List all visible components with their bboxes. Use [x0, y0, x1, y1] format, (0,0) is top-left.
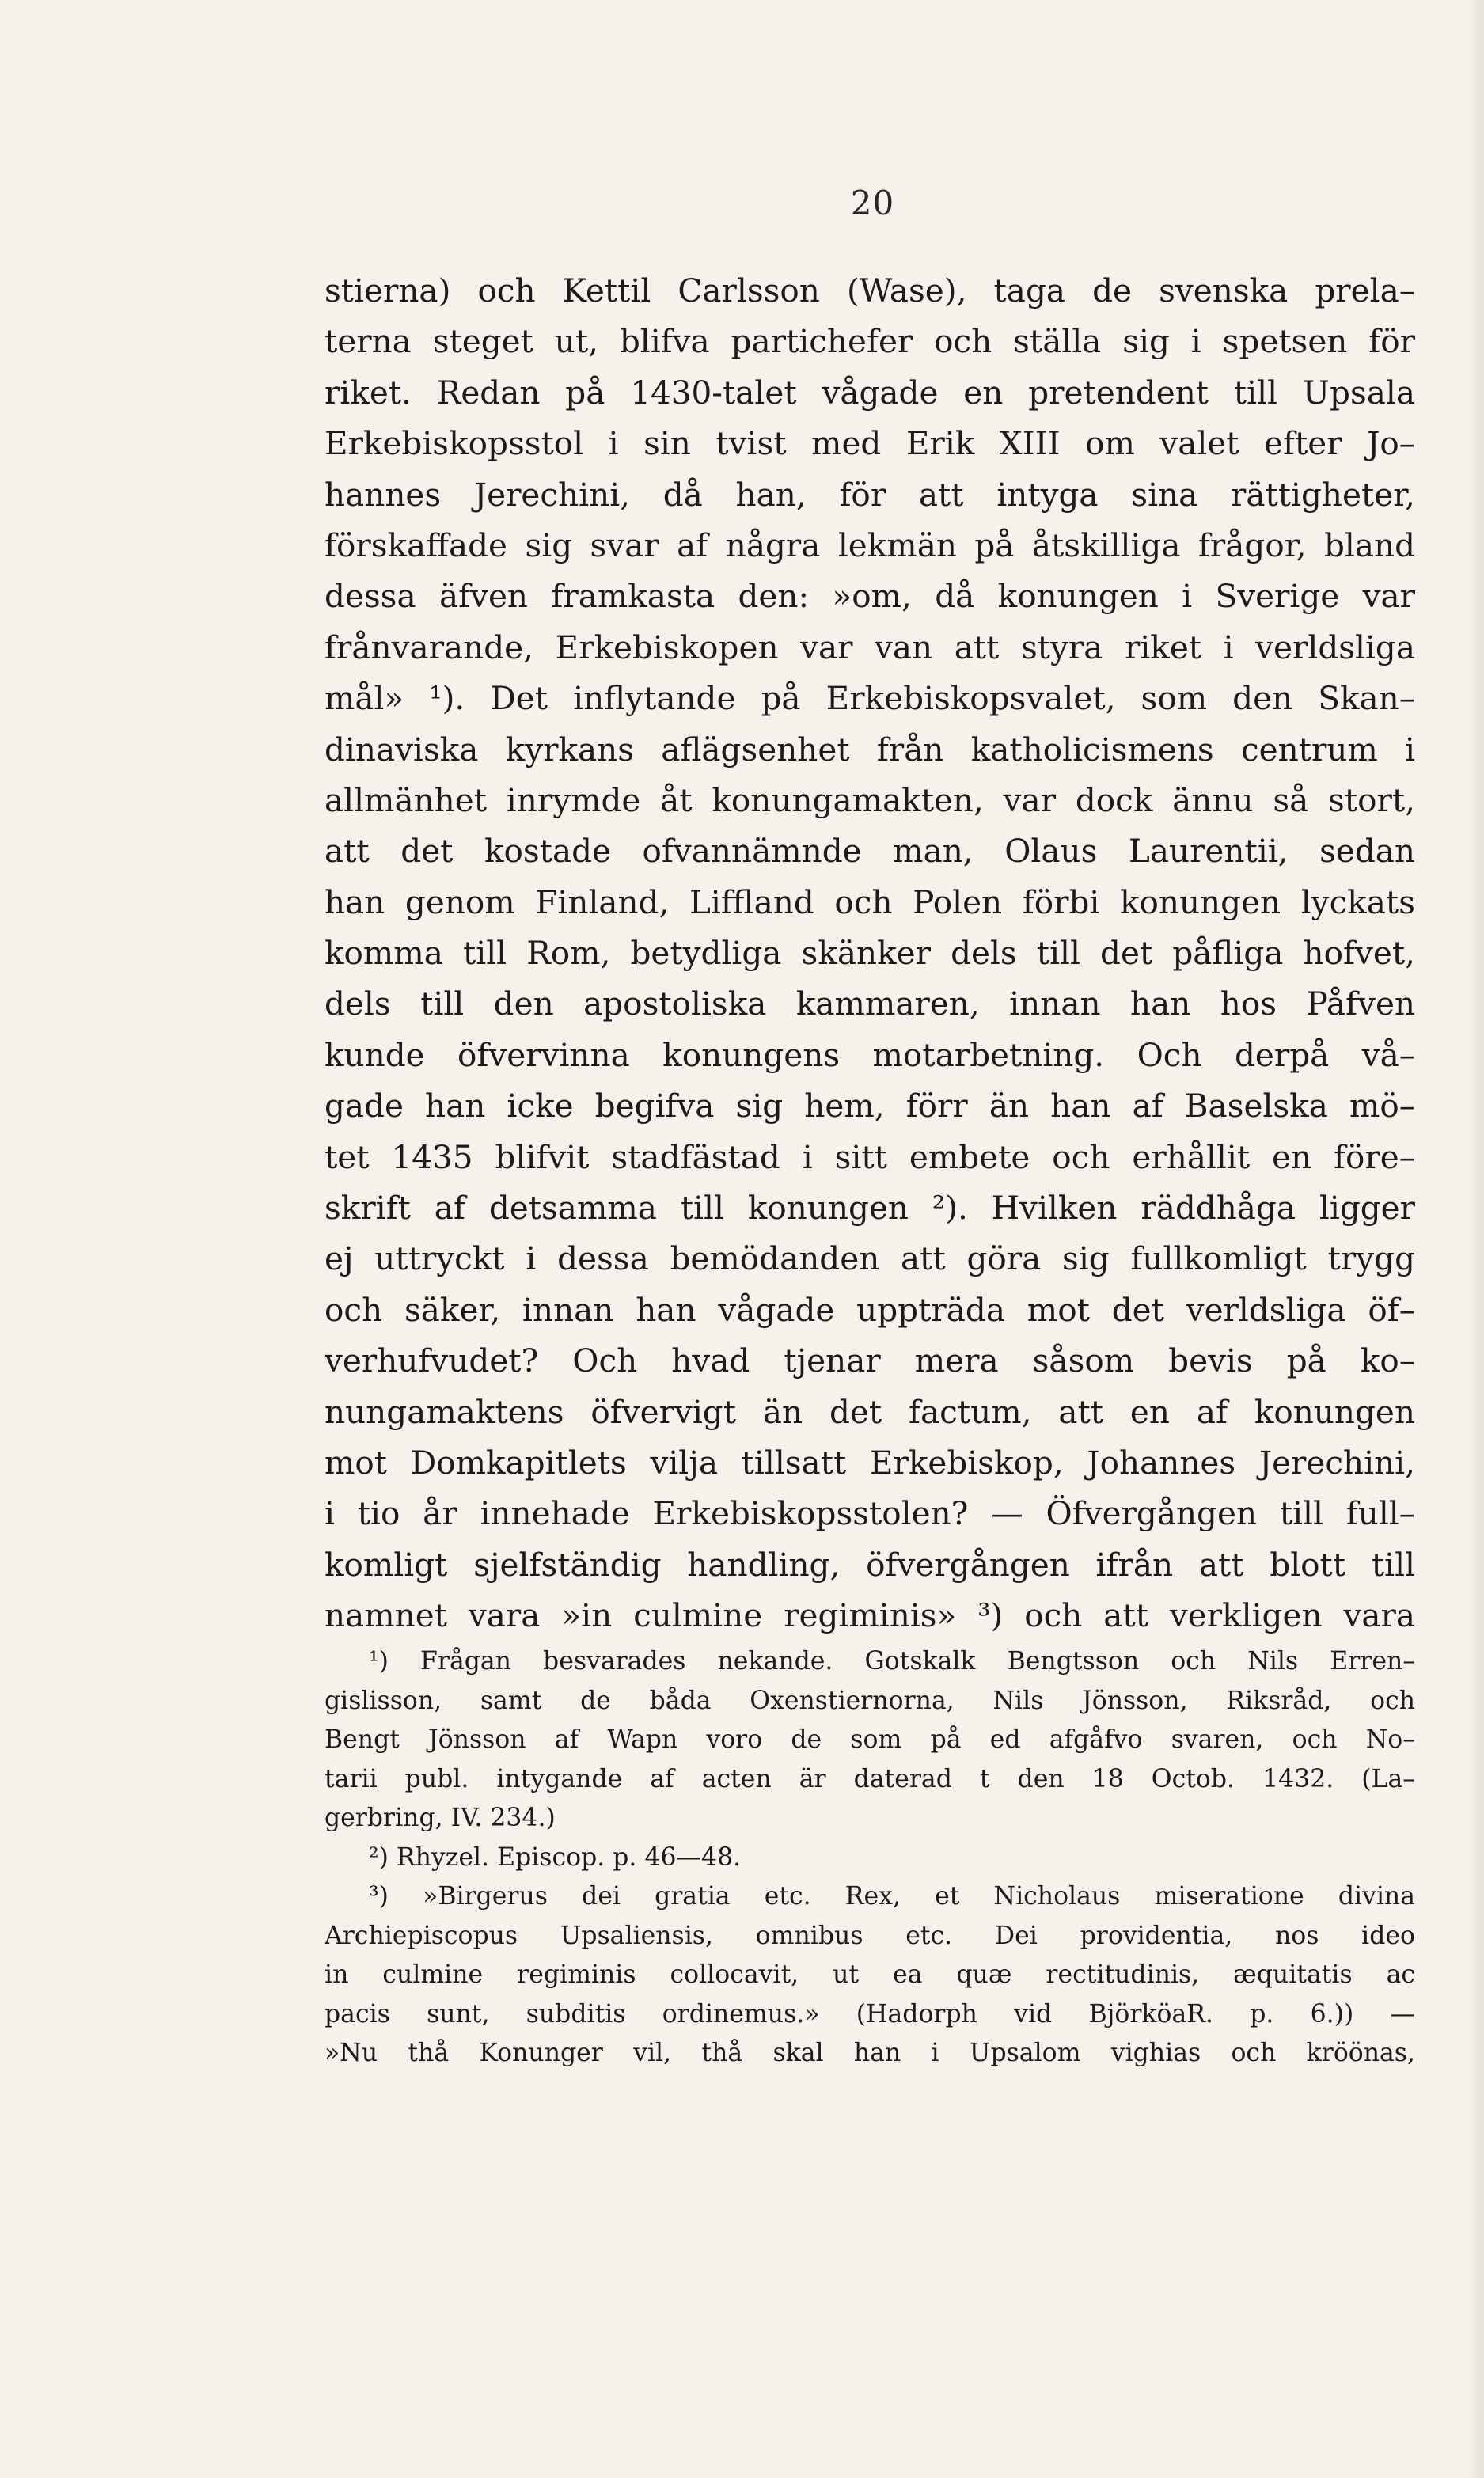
footnote-line: ¹) Frågan besvarades nekande. Gotskalk Bengtsson och Nils Erren–	[369, 1647, 1415, 1675]
footnote-line: Bengt Jönsson af Wapn voro de som på ed afgåfvo svaren, och No–	[325, 1725, 1415, 1754]
body-line: frånvarande, Erkebiskopen var van att styra riket i verldsliga	[325, 628, 1415, 666]
body-line: verhufvudet? Och hvad tjenar mera såsom bevis på ko–	[325, 1341, 1415, 1380]
footnote-line: »Nu thå Konunger vil, thå skal han i Upsalom vighias och kröönas,	[325, 2039, 1415, 2067]
body-line: skrift af detsamma till konungen ²). Hvilken räddhåga ligger	[325, 1189, 1415, 1228]
body-line: nungamaktens öfvervigt än det factum, att en af konungen	[325, 1392, 1415, 1431]
body-line: dessa äfven framkasta den: »om, då konungen i Sverige var	[325, 577, 1415, 616]
body-line: hannes Jerechini, då han, för att intyga sina rättigheter,	[325, 475, 1415, 514]
footnote-line: ²) Rhyzel. Episcop. p. 46—48.	[369, 1842, 742, 1872]
body-line: han genom Finland, Liffland och Polen förbi konungen lyckats	[325, 882, 1415, 921]
body-line: mål» ¹). Det inflytande på Erkebiskopsvalet, som den Skan–	[325, 679, 1415, 718]
footnotes	[325, 1642, 1415, 2074]
body-line: namnet vara »in culmine regiminis» ³) och att verkligen vara	[325, 1596, 1415, 1635]
body-line: ej uttryckt i dessa bemödanden att göra sig fullkomligt trygg	[325, 1239, 1415, 1278]
body-line: att det kostade ofvannämnde man, Olaus Laurentii, sedan	[325, 832, 1415, 871]
footnote-line: Archiepiscopus Upsaliensis, omnibus etc. Dei providentia, nos ideo	[325, 1921, 1415, 1950]
body-line: kunde öfvervinna konungens motarbetning. Och derpå vå–	[325, 1035, 1415, 1074]
body-line: tet 1435 blifvit stadfästad i sitt embete och erhållit en före–	[325, 1137, 1415, 1176]
page-number: 20	[850, 184, 895, 222]
body-line: förskaffade sig svar af några lekmän på åtskilliga frågor, bland	[325, 526, 1415, 564]
footnote-line: pacis sunt, subditis ordinemus.» (Hadorph vid BjörköaR. p. 6.)) —	[325, 1999, 1415, 2028]
body-line: dinaviska kyrkans aflägsenhet från katholicismens centrum i	[325, 730, 1415, 768]
body-line: stierna) och Kettil Carlsson (Wase), taga de svenska prela–	[325, 271, 1415, 309]
body-line: i tio år innehade Erkebiskopsstolen? — Öfvergången till full–	[325, 1494, 1415, 1533]
footnote-line: ³) »Birgerus dei gratia etc. Rex, et Nicholaus miseratione divina	[369, 1882, 1415, 1911]
body-line: mot Domkapitlets vilja tillsatt Erkebiskop, Johannes Jerechini,	[325, 1443, 1415, 1482]
body-line: terna steget ut, blifva partichefer och ställa sig i spetsen för	[325, 322, 1415, 361]
footnote-line: gislisson, samt de båda Oxenstiernorna, Nils Jönsson, Riksråd, och	[325, 1686, 1415, 1715]
page-edge-shadow	[1470, 0, 1484, 2478]
body-line: dels till den apostoliska kammaren, innan han hos Påfven	[325, 985, 1415, 1023]
body-text	[325, 265, 1415, 1641]
body-line: och säker, innan han vågade uppträda mot det verldsliga öf–	[325, 1290, 1415, 1329]
body-line: komma till Rom, betydliga skänker dels till det påfliga hofvet,	[325, 934, 1415, 973]
body-line: allmänhet inrymde åt konungamakten, var dock ännu så stort,	[325, 780, 1415, 819]
body-line: riket. Redan på 1430-talet vågade en pretendent till Upsala	[325, 373, 1415, 412]
footnote-line: in culmine regiminis collocavit, ut ea quæ rectitudinis, æquitatis ac	[325, 1960, 1415, 1989]
footnote-line: tarii publ. intygande af acten är daterad t den 18 Octob. 1432. (La–	[325, 1764, 1415, 1793]
body-line: Erkebiskopsstol i sin tvist med Erik XIII om valet efter Jo–	[325, 424, 1415, 463]
footnote-line: gerbring, IV. 234.)	[325, 1804, 556, 1832]
body-line: gade han icke begifva sig hem, förr än han af Baselska mö–	[325, 1087, 1415, 1125]
body-line: komligt sjelfständig handling, öfvergången ifrån att blott till	[325, 1545, 1415, 1584]
